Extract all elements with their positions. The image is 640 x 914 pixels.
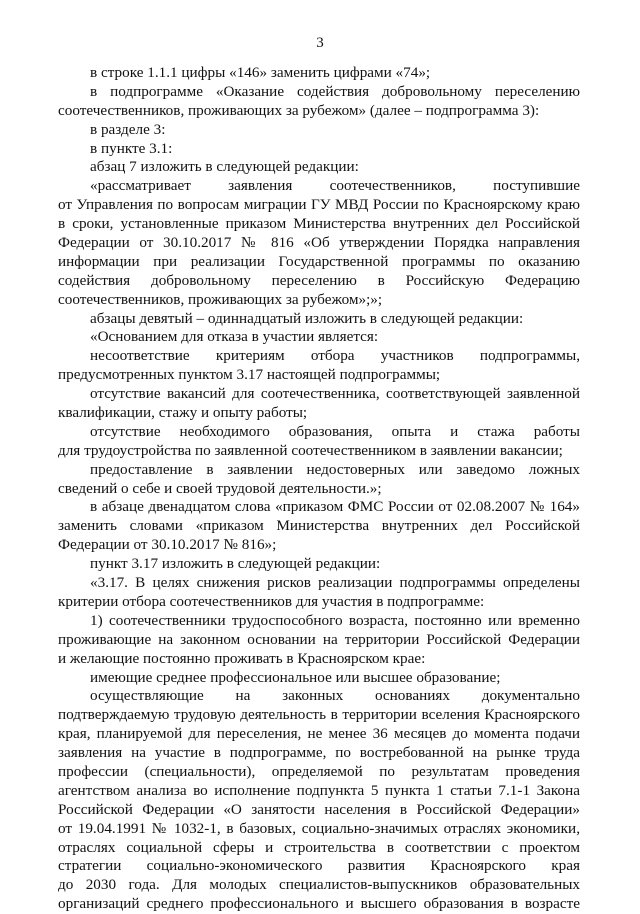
text-line: отраслях социальной сферы и строительства в соответствии с проектом	[58, 838, 580, 856]
text-line: Федерации от 30.10.2017 № 816»;	[58, 536, 277, 554]
document-body	[58, 64, 580, 914]
text-line: организаций среднего профессионального и высшего образования в возрасте	[58, 895, 580, 913]
text-line: заявления на участие в подпрограмме, по востребованной на рынке труда	[58, 744, 580, 762]
text-line: до 2030 года. Для молодых специалистов-выпускников образовательных	[58, 876, 580, 894]
text-line: и желающие постоянно проживать в Красноярском крае:	[58, 649, 426, 667]
text-line: профессии (специальности), определяемой по результатам проведения	[58, 762, 580, 780]
text-line: Федерации от 30.10.2017 № 816 «Об утверждении Порядка направления	[58, 234, 580, 252]
text-line: в разделе 3:	[90, 120, 166, 138]
text-line: соотечественников, проживающих за рубежом» (далее – подпрограмма 3):	[58, 101, 540, 119]
text-line: соотечественников, проживающих за рубежом»;»;	[58, 290, 383, 308]
text-line: заменить словами «приказом Министерства внутренних дел Российской	[58, 517, 580, 535]
text-line: «Основанием для отказа в участии является:	[90, 328, 379, 346]
text-line: информации при реализации Государственной программы по оказанию	[58, 252, 580, 270]
text-line: осуществляющие на законных основаниях документально	[90, 687, 580, 705]
text-line: от Управления по вопросам миграции ГУ МВД России по Красноярскому краю	[58, 196, 580, 214]
text-line: в сроки, установленные приказом Министерства внутренних дел Российской	[58, 215, 580, 233]
text-line: имеющие среднее профессиональное или высшее образование;	[90, 668, 501, 686]
text-line: «3.17. В целях снижения рисков реализации подпрограммы определены	[90, 574, 580, 592]
text-line: подтверждаемую трудовую деятельность в территории вселения Красноярского	[58, 706, 580, 724]
text-line: абзац 7 изложить в следующей редакции:	[90, 158, 359, 176]
text-line: абзацы девятый – одиннадцатый изложить в следующей редакции:	[90, 309, 524, 327]
text-line: пункт 3.17 изложить в следующей редакции:	[90, 555, 381, 573]
text-line: края, планируемой для переселения, не менее 36 месяцев до момента подачи	[58, 725, 580, 743]
text-line: 1) соотечественники трудоспособного возраста, постоянно или временно	[90, 611, 580, 629]
text-line: содействия добровольному переселению в Российскую Федерацию	[58, 271, 580, 289]
text-line: отсутствие необходимого образования, опыта и стажа работы	[90, 422, 580, 440]
text-line: Российской Федерации «О занятости населения в Российской Федерации»	[58, 800, 580, 818]
text-line: предусмотренных пунктом 3.17 настоящей подпрограммы;	[58, 366, 441, 384]
text-line: в строке 1.1.1 цифры «146» заменить цифрами «74»;	[90, 64, 431, 81]
text-line: отсутствие вакансий для соотечественника, соответствующей заявленной	[90, 385, 580, 403]
text-line: проживающие на законном основании на территории Российской Федерации	[58, 630, 580, 648]
text-line: в пункте 3.1:	[90, 139, 173, 157]
text-line: сведений о себе и своей трудовой деятельности.»;	[58, 479, 382, 497]
text-line: от 19.04.1991 № 1032-1, в базовых, социально-значимых отраслях экономики,	[58, 819, 580, 837]
text-line: «рассматривает заявления соотечественников, поступившие	[90, 177, 580, 195]
text-line: критерии отбора соотечественников для участия в подпрограмме:	[58, 592, 485, 610]
text-line: для трудоустройства по заявленной соотечественником в заявлении вакансии;	[58, 441, 563, 459]
text-line: предоставление в заявлении недостоверных или заведомо ложных	[90, 460, 580, 478]
text-line: агентством анализа во исполнение подпункта 5 пункта 1 статьи 7.1-1 Закона	[58, 781, 580, 799]
text-line: стратегии социально-экономического развития Красноярского края	[58, 857, 580, 875]
page-number: 3	[316, 35, 324, 51]
text-line: в абзаце двенадцатом слова «приказом ФМС России от 02.08.2007 № 164»	[90, 498, 580, 516]
text-line: в подпрограмме «Оказание содействия добровольному переселению	[90, 82, 580, 100]
text-line: квалификации, стажу и опыту работы;	[58, 404, 308, 422]
text-line: несоответствие критериям отбора участников подпрограммы,	[90, 347, 580, 365]
